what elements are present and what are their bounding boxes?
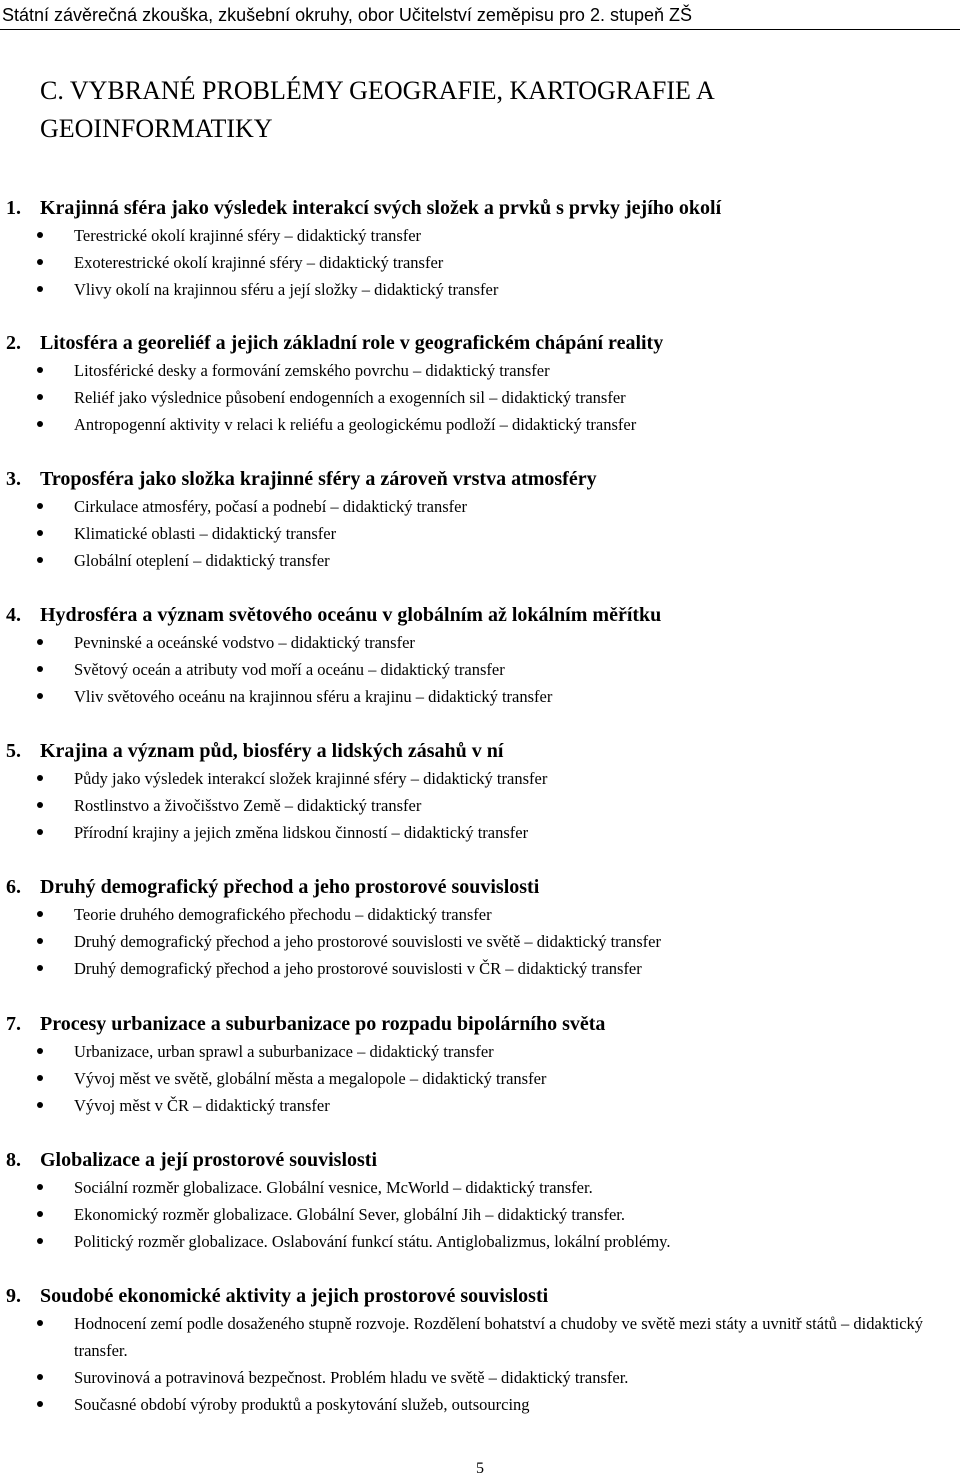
list-item xyxy=(0,901,960,928)
section-title: Litosféra a georeliéf a jejich základní role v geografickém chápání reality xyxy=(40,332,664,354)
list-item-text: Rostlinstvo a živočišstvo Země – didaktický transfer xyxy=(74,796,422,815)
bullet-icon xyxy=(37,775,43,781)
bullet-icon xyxy=(37,530,43,536)
list-item-text: Vývoj měst v ČR – didaktický transfer xyxy=(74,1096,330,1115)
topic-list xyxy=(0,901,960,982)
bullet-icon xyxy=(37,802,43,808)
section-heading xyxy=(0,601,960,629)
bullet-icon xyxy=(37,286,43,292)
topic-list xyxy=(0,765,960,846)
list-item-text: Vlivy okolí na krajinnou sféru a její složky – didaktický transfer xyxy=(74,280,499,299)
section-number: 5. xyxy=(6,740,21,762)
list-item xyxy=(0,1092,960,1119)
bullet-icon xyxy=(37,965,43,971)
list-item-text: Politický rozměr globalizace. Oslabování funkcí státu. Antiglobalizmus, lokální problémy. xyxy=(74,1232,671,1251)
bullet-icon xyxy=(37,232,43,238)
section-title: Procesy urbanizace a suburbanizace po rozpadu bipolárního světa xyxy=(40,1013,606,1035)
list-item-text: Cirkulace atmosféry, počasí a podnebí – didaktický transfer xyxy=(74,497,467,516)
bullet-icon xyxy=(37,911,43,917)
list-item xyxy=(0,384,960,411)
list-item-text: Surovinová a potravinová bezpečnost. Problém hladu ve světě – didaktický transfer. xyxy=(74,1368,629,1387)
list-item-text: Půdy jako výsledek interakcí složek krajinné sféry – didaktický transfer xyxy=(74,769,548,788)
section-2 xyxy=(0,329,960,438)
section-3 xyxy=(0,465,960,574)
list-item-text: Reliéf jako výslednice působení endogenních a exogenních sil – didaktický transfer xyxy=(74,388,626,407)
section-number: 2. xyxy=(6,332,21,354)
list-item-text: Antropogenní aktivity v relaci k reliéfu a geologickému podloží – didaktický transfer xyxy=(74,415,637,434)
list-item xyxy=(0,276,960,303)
section-heading xyxy=(0,194,960,222)
list-item xyxy=(0,1065,960,1092)
bullet-icon xyxy=(37,666,43,672)
list-item xyxy=(0,656,960,683)
list-item-text: Druhý demografický přechod a jeho prostorové souvislosti v ČR – didaktický transfer xyxy=(74,959,642,978)
bullet-icon xyxy=(37,1374,43,1380)
list-item-text: Litosférické desky a formování zemského povrchu – didaktický transfer xyxy=(74,361,550,380)
list-item xyxy=(0,1364,960,1391)
section-number: 6. xyxy=(6,876,21,898)
list-item xyxy=(0,1174,960,1201)
section-number: 1. xyxy=(6,197,21,219)
topic-list xyxy=(0,1310,960,1418)
bullet-icon xyxy=(37,693,43,699)
section-9 xyxy=(0,1282,960,1418)
list-item xyxy=(0,765,960,792)
list-item-text: Sociální rozměr globalizace. Globální vesnice, McWorld – didaktický transfer. xyxy=(74,1178,593,1197)
list-item-text: Globální oteplení – didaktický transfer xyxy=(74,551,330,570)
section-heading xyxy=(0,1282,960,1310)
bullet-icon xyxy=(37,1238,43,1244)
section-6 xyxy=(0,873,960,982)
bullet-icon xyxy=(37,1048,43,1054)
list-item xyxy=(0,1201,960,1228)
bullet-icon xyxy=(37,394,43,400)
section-title: Troposféra jako složka krajinné sféry a zároveň vrstva atmosféry xyxy=(40,468,597,490)
section-heading xyxy=(0,1010,960,1038)
section-title: Krajinná sféra jako výsledek interakcí svých složek a prvků s prvky jejího okolí xyxy=(40,197,722,219)
section-number: 8. xyxy=(6,1149,21,1171)
list-item-text: Urbanizace, urban sprawl a suburbanizace – didaktický transfer xyxy=(74,1042,494,1061)
list-item-text: Ekonomický rozměr globalizace. Globální Sever, globální Jih – didaktický transfer. xyxy=(74,1205,626,1224)
topic-list xyxy=(0,1174,960,1255)
list-item-text: Klimatické oblasti – didaktický transfer xyxy=(74,524,337,543)
list-item xyxy=(0,547,960,574)
section-7 xyxy=(0,1010,960,1119)
bullet-icon xyxy=(37,829,43,835)
list-item-text: Současné období výroby produktů a poskytování služeb, outsourcing xyxy=(74,1395,530,1414)
list-item xyxy=(0,493,960,520)
section-number: 3. xyxy=(6,468,21,490)
list-item xyxy=(0,1038,960,1065)
list-item-text: Druhý demografický přechod a jeho prostorové souvislosti ve světě – didaktický transfer xyxy=(74,932,661,951)
bullet-icon xyxy=(37,1401,43,1407)
header-rule xyxy=(0,29,960,30)
bullet-icon xyxy=(37,938,43,944)
list-item-text: Terestrické okolí krajinné sféry – didaktický transfer xyxy=(74,226,422,245)
section-title: Soudobé ekonomické aktivity a jejich prostorové souvislosti xyxy=(40,1285,549,1307)
section-5 xyxy=(0,737,960,846)
bullet-icon xyxy=(37,259,43,265)
section-heading xyxy=(0,1146,960,1174)
list-item xyxy=(0,1310,960,1364)
document-title: C. VYBRANÉ PROBLÉMY GEOGRAFIE, KARTOGRAFIE A GEOINFORMATIKY xyxy=(40,76,714,143)
section-4 xyxy=(0,601,960,710)
list-item-text: Světový oceán a atributy vod moří a oceánu – didaktický transfer xyxy=(74,660,505,679)
list-item xyxy=(0,222,960,249)
list-item xyxy=(0,955,960,982)
bullet-icon xyxy=(37,1320,43,1326)
list-item-text: Hodnocení zemí podle dosaženého stupně rozvoje. Rozdělení bohatství a chudoby ve světě mezi státy a uvnitř států – didaktický transfer. xyxy=(74,1314,924,1360)
bullet-icon xyxy=(37,1184,43,1190)
section-title: Hydrosféra a význam světového oceánu v globálním až lokálním měřítku xyxy=(40,604,662,626)
section-number: 7. xyxy=(6,1013,21,1035)
section-heading xyxy=(0,329,960,357)
bullet-icon xyxy=(37,1102,43,1108)
page-number: 5 xyxy=(476,1460,484,1477)
list-item xyxy=(0,629,960,656)
list-item-text: Pevninské a oceánské vodstvo – didaktický transfer xyxy=(74,633,415,652)
bullet-icon xyxy=(37,1211,43,1217)
list-item xyxy=(0,249,960,276)
section-number: 9. xyxy=(6,1285,21,1307)
topic-list xyxy=(0,357,960,438)
topic-list xyxy=(0,629,960,710)
list-item xyxy=(0,411,960,438)
bullet-icon xyxy=(37,557,43,563)
list-item xyxy=(0,1228,960,1255)
section-heading xyxy=(0,873,960,901)
bullet-icon xyxy=(37,1075,43,1081)
list-item xyxy=(0,928,960,955)
list-item-text: Exoterestrické okolí krajinné sféry – didaktický transfer xyxy=(74,253,444,272)
section-number: 4. xyxy=(6,604,21,626)
list-item-text: Vývoj měst ve světě, globální města a megalopole – didaktický transfer xyxy=(74,1069,547,1088)
section-heading xyxy=(0,465,960,493)
list-item xyxy=(0,1391,960,1418)
list-item xyxy=(0,520,960,547)
topic-list xyxy=(0,1038,960,1119)
list-item xyxy=(0,357,960,384)
section-title: Globalizace a její prostorové souvislosti xyxy=(40,1149,378,1171)
section-title: Krajina a význam půd, biosféry a lidských zásahů v ní xyxy=(40,740,504,762)
list-item xyxy=(0,792,960,819)
list-item-text: Teorie druhého demografického přechodu – didaktický transfer xyxy=(74,905,492,924)
bullet-icon xyxy=(37,421,43,427)
list-item-text: Přírodní krajiny a jejich změna lidskou činností – didaktický transfer xyxy=(74,823,529,842)
bullet-icon xyxy=(37,639,43,645)
section-heading xyxy=(0,737,960,765)
section-title: Druhý demografický přechod a jeho prostorové souvislosti xyxy=(40,876,540,898)
list-item-text: Vliv světového oceánu na krajinnou sféru a krajinu – didaktický transfer xyxy=(74,687,553,706)
list-item xyxy=(0,819,960,846)
running-header: Státní závěrečná zkouška, zkušební okruhy, obor Učitelství zeměpisu pro 2. stupeň ZŠ xyxy=(2,5,693,25)
topic-list xyxy=(0,493,960,574)
bullet-icon xyxy=(37,503,43,509)
list-item xyxy=(0,683,960,710)
section-8 xyxy=(0,1146,960,1255)
section-1 xyxy=(0,194,960,303)
bullet-icon xyxy=(37,367,43,373)
topic-list xyxy=(0,222,960,303)
